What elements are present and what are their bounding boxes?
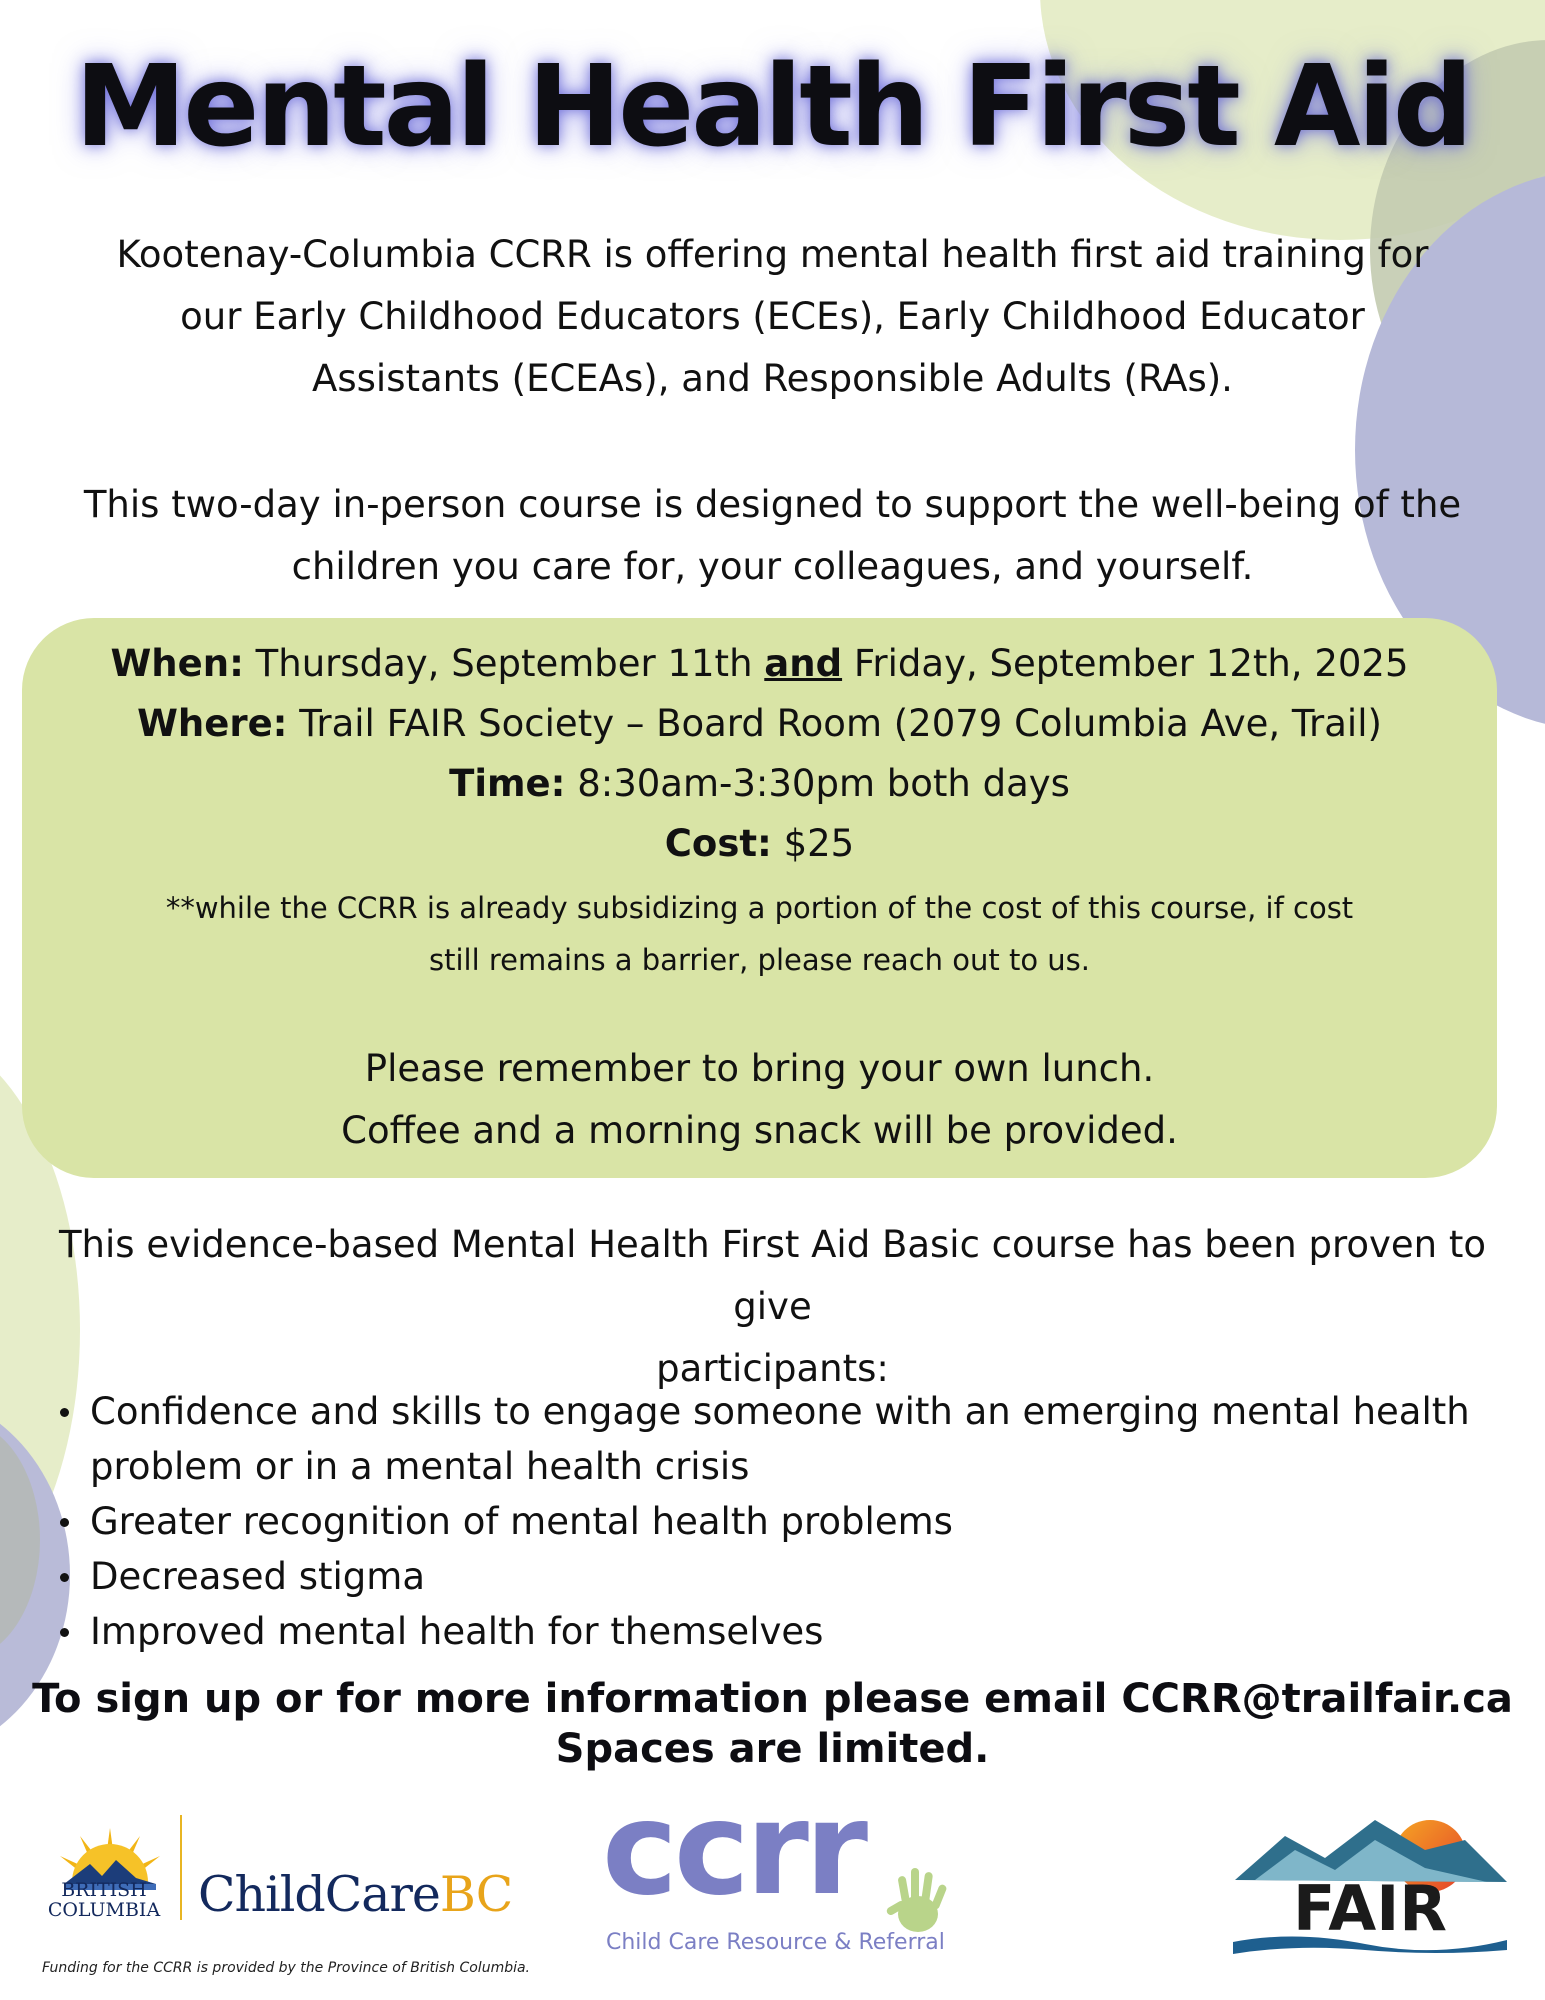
benefit-item (90, 1494, 1490, 1549)
when-row (22, 642, 1497, 685)
lunch-note (22, 1038, 1497, 1162)
evidence-line: participants: (656, 1347, 889, 1390)
benefits-list (90, 1384, 1490, 1659)
benefit-text: Greater recognition of mental health problems (90, 1500, 953, 1543)
benefit-item (90, 1549, 1490, 1604)
benefit-text: Confidence and skills to engage someone with an emerging mental health (90, 1390, 1470, 1433)
cost-row (22, 822, 1497, 865)
signup-line: To sign up or for more information please email CCRR@trailfair.ca (32, 1676, 1513, 1722)
funding-note: Funding for the CCRR is provided by the Province of British Columbia. (42, 1960, 531, 1976)
ccrr-logo-text: ccrr (602, 1775, 864, 1924)
course-line: This two-day in-person course is designed to support the well-being of the (83, 483, 1462, 526)
childcarebc-logo (198, 1866, 512, 1923)
time-value: 8:30am-3:30pm both days (565, 762, 1070, 805)
when-value-2: Friday, September 12th, 2025 (842, 642, 1409, 685)
fair-text: FAIR (1292, 1872, 1448, 1945)
intro-paragraph (40, 224, 1505, 410)
benefit-item (90, 1604, 1490, 1659)
course-line: children you care for, your colleagues, and yourself. (291, 545, 1254, 588)
note-line: still remains a barrier, please reach out to us. (429, 943, 1090, 977)
when-and: and (764, 642, 843, 685)
cost-value: $25 (771, 822, 855, 865)
lunch-line: Coffee and a morning snack will be provided. (341, 1109, 1178, 1152)
childcare-text: ChildCare (198, 1866, 440, 1923)
benefit-text: problem or in a mental health crisis (90, 1445, 750, 1488)
logo-divider (180, 1815, 182, 1920)
lunch-line: Please remember to bring your own lunch. (364, 1047, 1155, 1090)
page-title: Mental Health First Aid (74, 42, 1471, 172)
when-label: When: (110, 642, 244, 685)
event-details-box (22, 618, 1497, 1178)
where-value: Trail FAIR Society – Board Room (2079 Columbia Ave, Trail) (287, 702, 1382, 745)
where-row (22, 702, 1497, 745)
intro-line: Assistants (ECEAs), and Responsible Adults (RAs). (312, 357, 1233, 400)
where-label: Where: (137, 702, 288, 745)
cost-label: Cost: (664, 822, 772, 865)
time-label: Time: (449, 762, 566, 805)
fair-logo-icon (1225, 1810, 1515, 1960)
when-value-1: Thursday, September 11th (243, 642, 765, 685)
spaces-limited: Spaces are limited. (555, 1726, 990, 1772)
course-paragraph (40, 474, 1505, 598)
benefit-item (90, 1384, 1490, 1494)
evidence-paragraph (40, 1214, 1505, 1400)
ccrr-subtitle: Child Care Resource & Referral (606, 1930, 945, 1955)
cost-note (102, 882, 1417, 986)
benefit-text: Improved mental health for themselves (90, 1610, 824, 1653)
bc-line: COLUMBIA (47, 1899, 161, 1921)
intro-line: Kootenay-Columbia CCRR is offering mental health first aid training for (116, 233, 1429, 276)
bc-wordmark (34, 1880, 174, 1920)
evidence-line: This evidence-based Mental Health First Aid Basic course has been proven to give (58, 1223, 1487, 1328)
bc-line: BRITISH (61, 1879, 147, 1901)
benefit-text: Decreased stigma (90, 1555, 425, 1598)
time-row (22, 762, 1497, 805)
bc-text: BC (439, 1866, 513, 1923)
intro-line: our Early Childhood Educators (ECEs), Early Childhood Educator (180, 295, 1365, 338)
note-line: **while the CCRR is already subsidizing a portion of the cost of this course, if cost (165, 891, 1354, 925)
